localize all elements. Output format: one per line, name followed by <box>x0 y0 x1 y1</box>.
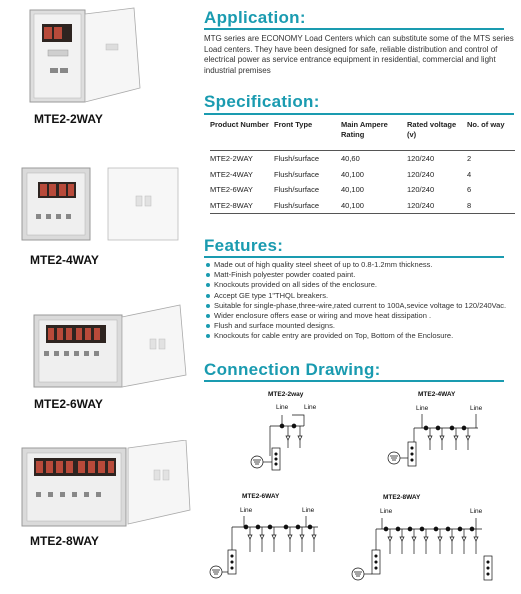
line-label: Line <box>470 405 483 412</box>
table-row <box>210 182 515 198</box>
spec-table-header <box>210 120 515 140</box>
line-label: Line <box>416 405 429 412</box>
col-ampere-rating: Main Ampere Rating <box>341 120 388 139</box>
application-rule <box>204 28 504 30</box>
diagram-title: MTE2-4WAY <box>418 391 456 398</box>
diagram-6way <box>210 516 318 578</box>
table-row <box>210 151 515 167</box>
line-label: Line <box>276 404 289 411</box>
col-front-type: Front Type <box>274 120 313 129</box>
table-cell: 120/240 <box>407 169 435 179</box>
table-row <box>210 198 515 214</box>
list-item: Wider enclosure offers ease or wiring and move heat dissipation . <box>206 311 518 321</box>
table-cell: 40,100 <box>341 185 364 194</box>
list-item: Suitable for single-phase,three-wire,rated current to 100A,sevice voltage to 120/240Vac. <box>206 301 518 311</box>
diagram-4way <box>388 414 478 466</box>
col-product-number: Product Number <box>210 120 269 129</box>
table-cell: 2 <box>467 154 472 163</box>
specification-heading: Specification: <box>204 92 320 111</box>
line-label: Line <box>380 508 393 515</box>
table-cell: 4 <box>467 169 472 179</box>
table-row <box>210 167 515 183</box>
product-image-2way <box>22 6 152 111</box>
list-item: Knockouts for cable entry are provided on Top, Bottom of the Enclosure. <box>206 331 518 341</box>
table-cell: 6 <box>467 185 472 194</box>
specification-rule <box>204 113 514 115</box>
application-text: MTG series are ECONOMY Load Centers which can substitute some of the MTS series Load centers. They have been designed for safe, reliable distribution and control of electrical power as service entrance equipment in residential, commercial and light industrial premises <box>204 34 514 75</box>
table-cell: 40,100 <box>341 169 364 179</box>
product-image-8way <box>18 440 193 532</box>
diagram-title: MTE2-6WAY <box>242 493 280 500</box>
col-no-of-way: No. of way <box>467 120 505 129</box>
table-cell: 120/240 <box>407 154 435 163</box>
table-cell: Flush/surface <box>274 169 320 179</box>
col-rated-voltage: Rated voltage (v) <box>407 120 457 139</box>
table-cell: 120/240 <box>407 185 435 194</box>
table-cell: 120/240 <box>407 200 435 210</box>
table-cell: MTE2-8WAY <box>210 200 253 210</box>
list-item: Made out of high quality steel sheet of up to 0.8-1.2mm thickness. <box>206 260 518 270</box>
diagram-title: MTE2-2way <box>268 391 304 398</box>
connection-rule <box>204 380 504 382</box>
table-cell: 8 <box>467 200 472 210</box>
diagram-8way <box>352 518 492 580</box>
features-heading: Features: <box>204 236 284 255</box>
product-label: MTE2-2WAY <box>34 112 103 126</box>
line-label: Line <box>304 404 317 411</box>
connection-heading: Connection Drawing: <box>204 360 381 379</box>
table-cell: Flush/surface <box>274 200 320 210</box>
line-label: Line <box>470 508 483 515</box>
product-image-6way <box>30 303 190 395</box>
table-cell: MTE2-6WAY <box>210 185 253 194</box>
line-label: Line <box>302 507 315 514</box>
product-label: MTE2-8WAY <box>30 534 99 548</box>
connection-diagrams <box>200 384 518 589</box>
table-cell: 40,60 <box>341 154 360 163</box>
list-item: Matt-Finish polyester powder coated paint. <box>206 270 518 280</box>
diagram-title: MTE2-8WAY <box>383 494 421 501</box>
line-label: Line <box>240 507 253 514</box>
diagram-2way <box>251 415 304 470</box>
application-heading: Application: <box>204 8 306 27</box>
product-image-4way <box>18 160 188 250</box>
list-item: Flush and surface mounted designs. <box>206 321 518 331</box>
product-label: MTE2-4WAY <box>30 253 99 267</box>
table-cell: 40,100 <box>341 200 364 210</box>
product-label: MTE2-6WAY <box>34 397 103 411</box>
features-rule <box>204 256 504 258</box>
table-cell: MTE2-4WAY <box>210 169 253 179</box>
list-item: Knockouts provided on all sides of the enclosure. <box>206 280 518 290</box>
list-item: Accept GE type 1"THQL breakers. <box>206 291 518 301</box>
table-cell: Flush/surface <box>274 185 320 194</box>
features-list <box>206 260 518 342</box>
table-cell: MTE2-2WAY <box>210 154 253 163</box>
spec-table <box>210 120 515 214</box>
table-cell: Flush/surface <box>274 154 320 163</box>
